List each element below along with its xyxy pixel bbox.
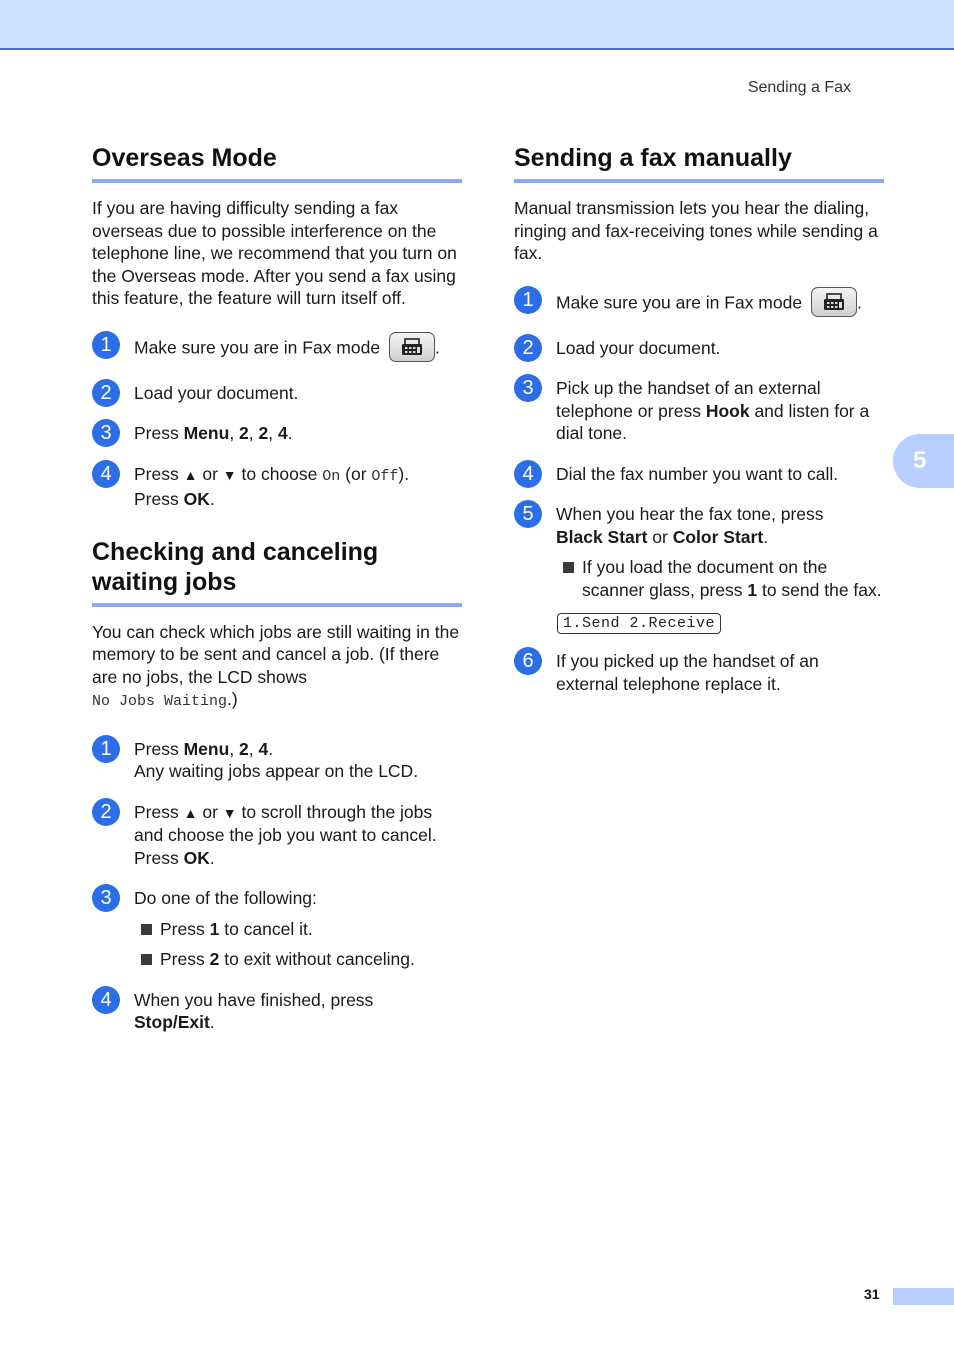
- running-head: Sending a Fax: [747, 79, 851, 96]
- fax-icon: [400, 338, 424, 356]
- down-arrow-icon: ▼: [222, 804, 237, 821]
- step-number: 3: [92, 419, 120, 447]
- step: 1 Make sure you are in Fax mode .: [514, 289, 884, 319]
- lcd-option-on: On: [322, 467, 341, 485]
- left-column: [92, 143, 462, 1052]
- step-number: 5: [514, 500, 542, 528]
- step: 3 Do one of the following: Press 1 to cancel it. Press 2 to exit without canceling.: [92, 887, 462, 971]
- section-title-manual: Sending a fax manually: [514, 143, 884, 183]
- lcd-message: No Jobs Waiting: [92, 693, 228, 710]
- step: 2 Press ▲ or ▼ to scroll through the jobs and choose the job you want to cancel. Press OK.: [92, 801, 462, 870]
- up-arrow-icon: ▲: [183, 804, 198, 821]
- step-text: Make sure you are in Fax mode: [134, 337, 381, 358]
- overseas-steps: [92, 334, 462, 511]
- lcd-option-off: Off: [371, 467, 399, 485]
- step: [92, 334, 462, 364]
- step-number: 6: [514, 647, 542, 675]
- section-title-overseas: Overseas Mode: [92, 143, 462, 183]
- down-arrow-icon: ▼: [222, 466, 237, 483]
- manual-steps-cont: [514, 650, 884, 695]
- step: 2 Load your document.: [514, 337, 884, 360]
- section-title-checking: Checking and canceling waiting jobs: [92, 537, 462, 607]
- step-number: 4: [514, 460, 542, 488]
- step: 5 When you hear the fax tone, press Black Start or Color Start. If you load the document on the scanner glass, press 1 to send the fax.: [514, 503, 884, 601]
- lcd-display: 1.Send 2.Receive: [557, 613, 721, 634]
- manual-steps: [514, 289, 884, 602]
- footer-bar: [893, 1288, 954, 1305]
- step: 1 Press Menu, 2, 4. Any waiting jobs appear on the LCD.: [92, 738, 462, 783]
- key-black-start: Black Start: [556, 526, 648, 547]
- key-hook: Hook: [705, 400, 750, 421]
- step-number: 4: [92, 986, 120, 1014]
- step-number: 1: [92, 331, 120, 359]
- step-text: Load your document.: [134, 382, 299, 403]
- step-text-end: .: [434, 337, 440, 358]
- square-bullet-icon: [563, 562, 574, 573]
- key-stop-exit: Stop/Exit: [134, 1012, 210, 1032]
- top-banner: [0, 0, 954, 50]
- list-item: Press 2 to exit without canceling.: [134, 948, 462, 971]
- step-number: 2: [514, 334, 542, 362]
- list-item: Press 1 to cancel it.: [134, 918, 462, 941]
- step-number: 2: [92, 379, 120, 407]
- checking-intro: You can check which jobs are still waiting in the memory to be sent and cancel a job. (If there are no jobs, the LCD shows No Jobs Waiting.): [92, 621, 460, 710]
- key-color-start: Color Start: [672, 526, 764, 547]
- step-number: 3: [92, 884, 120, 912]
- key-ok: OK: [183, 847, 210, 868]
- fax-icon: [822, 293, 846, 311]
- sub-options: [556, 556, 884, 601]
- square-bullet-icon: [141, 924, 152, 935]
- sub-options: [134, 918, 462, 971]
- step-number: 1: [514, 286, 542, 314]
- overseas-intro: If you are having difficulty sending a fax overseas due to possible interference on the telephone line, we recommend that you turn on the Overseas mode. After you send a fax using this feature, the feature will turn itself off.: [92, 198, 457, 308]
- fax-mode-button: [389, 332, 435, 362]
- step-number: 2: [92, 798, 120, 826]
- manual-intro: Manual transmission lets you hear the dialing, ringing and fax-receiving tones while sending a fax.: [514, 198, 878, 263]
- square-bullet-icon: [141, 954, 152, 965]
- step: 4 Press ▲ or ▼ to choose On (or Off). Press OK.: [92, 463, 462, 511]
- list-item: If you load the document on the scanner glass, press 1 to send the fax.: [556, 556, 884, 601]
- step-number: 1: [92, 735, 120, 763]
- step: 3 Pick up the handset of an external telephone or press Hook and listen for a dial tone.: [514, 377, 884, 445]
- step: [92, 382, 462, 405]
- step-number: 4: [92, 460, 120, 488]
- checking-steps: [92, 738, 462, 1034]
- chapter-tab: 5: [893, 434, 954, 488]
- key-ok: OK: [183, 489, 210, 509]
- up-arrow-icon: ▲: [183, 466, 198, 483]
- key-menu: Menu: [183, 423, 230, 443]
- step: 6 If you picked up the handset of an external telephone replace it.: [514, 650, 884, 695]
- right-column: [514, 143, 884, 713]
- step: 4 Dial the fax number you want to call.: [514, 463, 884, 486]
- step: 3 Press Menu, 2, 2, 4.: [92, 422, 462, 445]
- fax-mode-button: [811, 287, 857, 317]
- step: 4 When you have finished, press Stop/Exit.: [92, 989, 462, 1034]
- page-number: 31: [864, 1286, 880, 1302]
- step-number: 3: [514, 374, 542, 402]
